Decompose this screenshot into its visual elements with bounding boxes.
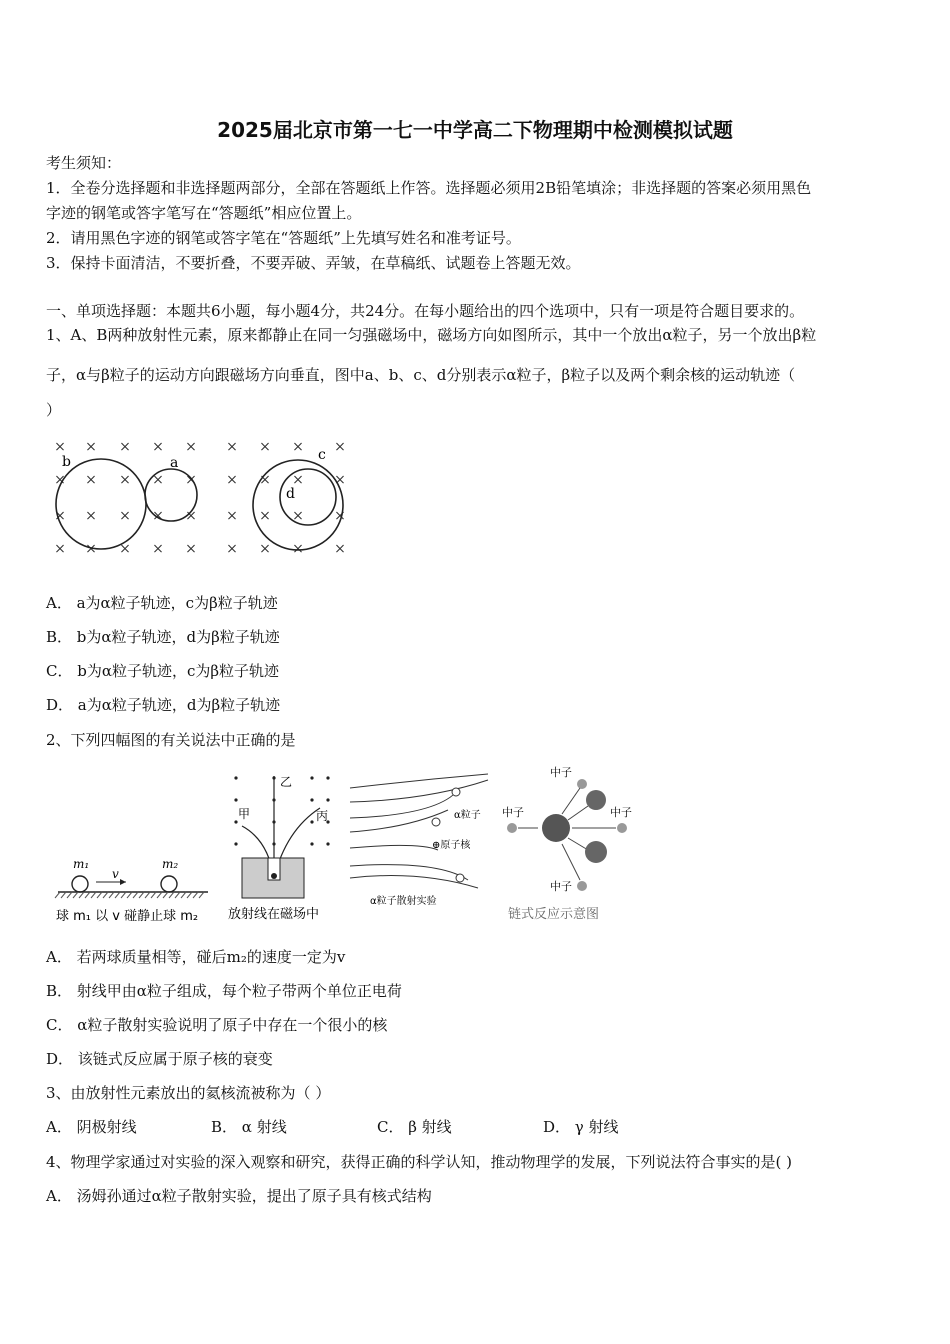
- source-dot: [271, 873, 277, 879]
- field-mark: ×: [85, 439, 97, 455]
- field-mark: ×: [292, 508, 304, 524]
- hatch-line: [163, 892, 168, 898]
- velocity-arrowhead: [120, 879, 126, 885]
- hatch-line: [199, 892, 204, 898]
- track-b-circle: [56, 459, 146, 549]
- field-mark: ×: [185, 472, 197, 488]
- field-mark: ×: [54, 439, 66, 455]
- field-mark: ×: [185, 508, 197, 524]
- ball-m2: [161, 876, 177, 892]
- arrow-frag-up: [568, 806, 588, 820]
- hatch-line: [109, 892, 114, 898]
- field-mark: ×: [152, 472, 164, 488]
- label-a: a: [170, 455, 179, 471]
- field-mark: ×: [185, 439, 197, 455]
- q2-chain-reaction-figure: [498, 762, 648, 924]
- q3-option-a[interactable]: A． 阴极射线: [46, 1118, 137, 1136]
- neutron-top: [577, 779, 587, 789]
- field-mark: ×: [85, 541, 97, 557]
- field-mark: ×: [334, 472, 346, 488]
- hatch-line: [67, 892, 72, 898]
- neutron-right: [617, 823, 627, 833]
- q2-option-a[interactable]: A． 若两球质量相等，碰后m₂的速度一定为v: [46, 948, 346, 966]
- field-mark: ×: [119, 439, 131, 455]
- field-mark: ×: [119, 472, 131, 488]
- field-mark: ×: [85, 472, 97, 488]
- hatch-line: [157, 892, 162, 898]
- hatch-line: [55, 892, 60, 898]
- field-mark: ×: [54, 508, 66, 524]
- label-d: d: [286, 486, 295, 502]
- q3-stem: 3、由放射性元素放出的氦核流被称为（ ）: [46, 1084, 331, 1102]
- neutron-left: [507, 823, 517, 833]
- notice-item-2: 2．请用黑色字迹的钢笔或答字笔在“答题纸”上先填写姓名和准考证号。: [46, 229, 521, 247]
- fig3-caption: α粒子散射实验: [370, 896, 437, 907]
- field-mark: ×: [119, 508, 131, 524]
- field-mark: ×: [259, 472, 271, 488]
- hatch-line: [61, 892, 66, 898]
- fig1-m2: m₂: [162, 857, 179, 871]
- fig1-caption: 球 m₁ 以 v 碰静止球 m₂: [56, 909, 199, 924]
- field-dot: [310, 776, 313, 779]
- hatch-line: [115, 892, 120, 898]
- fig2-bing: 丙: [316, 809, 329, 823]
- track-a-circle: [145, 469, 197, 521]
- page-title: 2025届北京市第一七一中学高二下物理期中检测模拟试题: [217, 118, 733, 142]
- q3-option-c[interactable]: C． β 射线: [377, 1118, 452, 1136]
- field-mark: ×: [292, 541, 304, 557]
- hatch-line: [73, 892, 78, 898]
- notice-heading: 考生须知：: [46, 154, 122, 172]
- hatch-line: [133, 892, 138, 898]
- ball-m1: [72, 876, 88, 892]
- field-dot: [310, 842, 313, 845]
- field-mark: ×: [259, 508, 271, 524]
- field-dot: [326, 798, 329, 801]
- q1-stem-line3: ）: [46, 401, 62, 419]
- hatch-line: [169, 892, 174, 898]
- nucleus-1: [452, 788, 460, 796]
- section-heading: 一、单项选择题：本题共6小题，每小题4分，共24分。在每小题给出的四个选项中，只有一项是符合题目要求的。: [46, 302, 805, 320]
- uranium-nucleus: [542, 814, 570, 842]
- field-dot: [234, 842, 237, 845]
- field-mark: ×: [152, 439, 164, 455]
- field-mark: ×: [226, 439, 238, 455]
- field-mark: ×: [152, 508, 164, 524]
- field-mark: ×: [334, 439, 346, 455]
- field-mark: ×: [259, 439, 271, 455]
- field-dot: [234, 798, 237, 801]
- q3-option-d[interactable]: D． γ 射线: [543, 1118, 619, 1136]
- field-dot: [326, 776, 329, 779]
- field-mark: ×: [292, 439, 304, 455]
- hatch-line: [103, 892, 108, 898]
- fragment-lower: [585, 841, 607, 863]
- hatch-line: [121, 892, 126, 898]
- hatch-line: [97, 892, 102, 898]
- q2-collision-figure: [46, 852, 221, 927]
- q1-option-a[interactable]: A． a为α粒子轨迹，c为β粒子轨迹: [46, 594, 278, 612]
- neutron-bottom: [577, 881, 587, 891]
- field-dot: [310, 798, 313, 801]
- alpha-track-2: [350, 780, 488, 802]
- field-dot: [310, 820, 313, 823]
- label-c: c: [318, 447, 326, 463]
- hatch-line: [85, 892, 90, 898]
- field-mark: ×: [292, 472, 304, 488]
- nucleus-3: [456, 874, 464, 882]
- q1-option-c[interactable]: C． b为α粒子轨迹，c为β粒子轨迹: [46, 662, 280, 680]
- q2-option-d[interactable]: D． 该链式反应属于原子核的衰变: [46, 1050, 273, 1068]
- arrow-top: [562, 788, 580, 814]
- field-mark: ×: [226, 472, 238, 488]
- neutron-label-bottom: 中子: [550, 880, 572, 893]
- field-mark: ×: [54, 541, 66, 557]
- hatch-line: [91, 892, 96, 898]
- field-mark: ×: [85, 508, 97, 524]
- hatch-line: [181, 892, 186, 898]
- q2-option-c[interactable]: C． α粒子散射实验说明了原子中存在一个很小的核: [46, 1016, 388, 1034]
- field-mark: ×: [119, 541, 131, 557]
- fragment-upper: [586, 790, 606, 810]
- q4-stem: 4、物理学家通过对实验的深入观察和研究，获得正确的科学认知，推动物理学的发展，下列说法符合事实的是( ): [46, 1153, 793, 1171]
- q2-option-b[interactable]: B． 射线甲由α粒子组成，每个粒子带两个单位正电荷: [46, 982, 402, 1000]
- arrow-bottom: [562, 844, 580, 880]
- field-mark: ×: [226, 508, 238, 524]
- hatch-line: [187, 892, 192, 898]
- alpha-track-6: [350, 865, 468, 880]
- q1-option-d[interactable]: D． a为α粒子轨迹，d为β粒子轨迹: [46, 696, 281, 714]
- hatch-line: [151, 892, 156, 898]
- field-mark: ×: [259, 541, 271, 557]
- field-mark: ×: [334, 541, 346, 557]
- fig1-m1: m₁: [73, 857, 90, 871]
- field-mark: ×: [185, 541, 197, 557]
- nucleus-2: [432, 818, 440, 826]
- fig3-alpha: α粒子: [454, 810, 481, 821]
- field-mark: ×: [54, 472, 66, 488]
- field-mark: ×: [226, 541, 238, 557]
- q2-radiation-figure: [228, 770, 343, 927]
- q3-option-b[interactable]: B． α 射线: [211, 1118, 287, 1136]
- ground-hatch: [55, 892, 204, 898]
- hatch-line: [79, 892, 84, 898]
- alpha-track-5: [350, 845, 438, 850]
- alpha-track-3: [350, 790, 458, 818]
- neutron-label-right: 中子: [610, 806, 632, 819]
- q2-stem: 2、下列四幅图的有关说法中正确的是: [46, 731, 296, 749]
- notice-item-1b: 字迹的钢笔或答字笔写在“答题纸”相应位置上。: [46, 204, 362, 222]
- fig1-v: v: [112, 867, 119, 881]
- neutron-label-left: 中子: [502, 806, 524, 819]
- field-mark: ×: [334, 508, 346, 524]
- fig2-yi: 乙: [280, 775, 293, 789]
- notice-item-3: 3．保持卡面清洁，不要折叠，不要弄破、弄皱，在草稿纸、试题卷上答题无效。: [46, 254, 581, 272]
- q2-scattering-figure: [348, 770, 493, 910]
- q4-option-a[interactable]: A． 汤姆孙通过α粒子散射实验，提出了原子具有核式结构: [46, 1187, 432, 1205]
- hatch-line: [175, 892, 180, 898]
- field-dot: [326, 842, 329, 845]
- hatch-line: [139, 892, 144, 898]
- q1-magnetic-field-figure: [46, 432, 356, 562]
- hatch-line: [127, 892, 132, 898]
- fig3-nucleus: ⊕原子核: [432, 840, 471, 851]
- neutron-label-top: 中子: [550, 766, 572, 779]
- hatch-line: [193, 892, 198, 898]
- fig2-caption: 放射线在磁场中: [228, 907, 320, 922]
- field-dot: [234, 776, 237, 779]
- arrow-frag-down: [568, 838, 588, 850]
- label-b: b: [62, 454, 71, 470]
- hatch-line: [145, 892, 150, 898]
- fig4-caption: 链式反应示意图: [508, 907, 600, 922]
- field-mark: ×: [152, 541, 164, 557]
- q1-option-b[interactable]: B． b为α粒子轨迹，d为β粒子轨迹: [46, 628, 280, 646]
- q1-stem-line2: 子，α与β粒子的运动方向跟磁场方向垂直，图中a、b、c、d分别表示α粒子，β粒子以及两个剩余核的运动轨迹（: [46, 366, 796, 384]
- fig2-jia: 甲: [238, 807, 251, 821]
- notice-item-1a: 1．全卷分选择题和非选择题两部分，全部在答题纸上作答。选择题必须用2B铅笔填涂；非选择题的答案必须用黑色: [46, 179, 812, 197]
- q1-stem-line1: 1、A、B两种放射性元素，原来都静止在同一匀强磁场中，磁场方向如图所示，其中一个放出α粒子，另一个放出β粒: [46, 326, 817, 344]
